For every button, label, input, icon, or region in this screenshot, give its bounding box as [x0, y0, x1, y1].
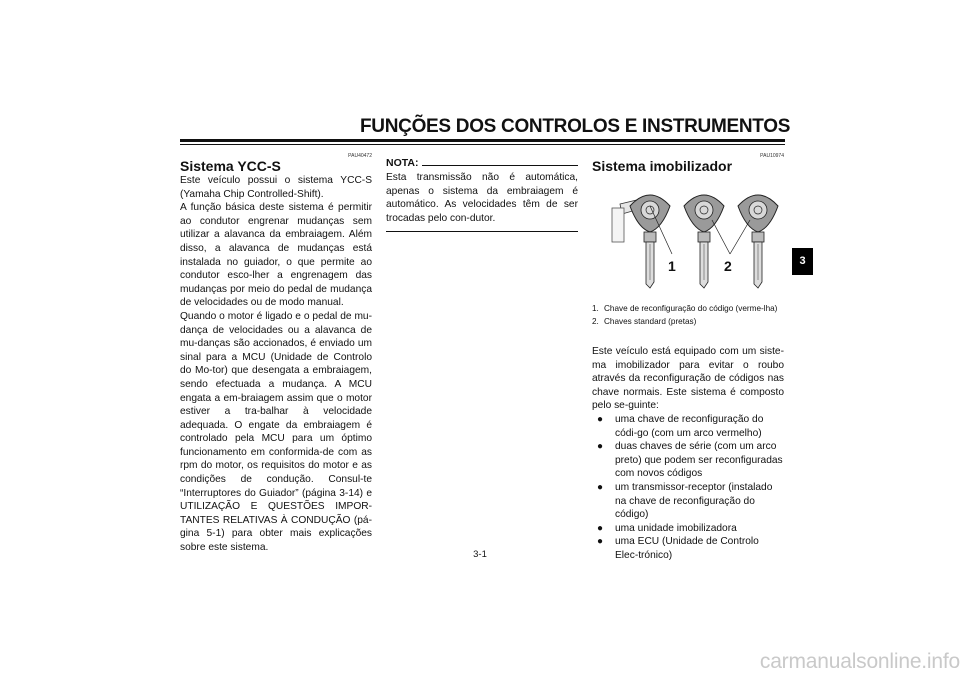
leader-line-2 [712, 220, 730, 254]
standard-key-icon [738, 195, 778, 288]
caption-text: Chaves standard (pretas) [604, 317, 697, 326]
standard-key-icon [684, 195, 724, 288]
watermark: carmanualsonline.info [759, 650, 960, 673]
bullet-icon: ● [597, 441, 604, 453]
caption-item [592, 303, 784, 314]
list-item: ● duas chaves de série (com um arco preto) que podem ser reconfiguradas com novos códigos [592, 440, 784, 481]
immobilizer-body [592, 345, 784, 563]
page-number: 3-1 [473, 549, 487, 560]
keys-illustration [600, 184, 790, 294]
list-item: ● uma chave de reconfiguração do códi-go (com um arco vermelho) [592, 413, 784, 440]
caption-text: Chave de reconfiguração do código (verme-lha) [604, 304, 778, 313]
leader-line-2 [730, 220, 750, 254]
section-code: PAU10974 [760, 153, 784, 159]
figure-captions [592, 303, 784, 327]
paragraph: Quando o motor é ligado e o pedal de mu-dança de velocidades ou a alavanca de mu-danças são accionados, é enviado um sinal para a MCU (Unidade de Controlo do Mo-tor) que desengata a embraiagem, sendo efectuada a mudança. A MCU engata a em-braiagem assim que o motor estiver a tra-balhar à velocidade adequada. O engate da embraiagem é controlado pela MCU para um óptimo funcionamento em conformida-de com as rpm do motor, os requisitos do motor e as condições de condução. Consul-te “Interruptores do Guiador” (página 3-14) e UTILIZAÇÃO E QUESTÕES IMPOR-TANTES RELATIVAS À CONDUÇÃO (pá-gina 5-1) para obter mais explicações sobre este sistema. [180, 310, 372, 554]
section-code: PAU40472 [348, 153, 372, 159]
section-title-immobilizer: Sistema imobilizador [592, 158, 733, 174]
caption-number: 1. [592, 304, 599, 313]
list-item: ● um transmissor-receptor (instalado na chave de reconfiguração do código) [592, 481, 784, 522]
paragraph: A função básica deste sistema é permitir ao condutor engrenar mudanças sem utilizar a alavanca da embraiagem. Além disso, a alavanca de mudanças está instalada no guiador, o que permite ao condutor esco-lher a engrenagem das mudanças por meio do pedal de mudança de velocidades ou de modo manual. [180, 202, 372, 309]
header-rule-thin [180, 144, 785, 145]
bullet-icon: ● [597, 522, 604, 534]
bullet-icon: ● [597, 481, 604, 493]
chapter-tab: 3 [792, 248, 813, 275]
list-item: ● uma ECU (Unidade de Controlo Elec-trónico) [592, 535, 784, 562]
reconfiguration-key-icon [630, 195, 670, 288]
key-tag-label [612, 208, 624, 242]
caption-item [592, 316, 784, 327]
note-rule-top [422, 165, 578, 166]
note-text: Esta transmissão não é automática, apenas o sistema da embraiagem é automático. As velocidades têm de ser trocadas pelo con-dutor. [386, 172, 578, 224]
note-rule-bottom [386, 231, 578, 232]
note-label: NOTA: [386, 157, 419, 169]
ycc-s-body [180, 174, 372, 555]
list-item: ● uma unidade imobilizadora [592, 522, 784, 536]
caption-number: 2. [592, 317, 599, 326]
bullet-icon: ● [597, 413, 604, 425]
immobilizer-intro: Este veículo está equipado com um siste-ma imobilizador para evitar o roubo através da reconfiguração de códigos nas chave normais. Este sistema é composto pelo se-guinte: [592, 346, 784, 412]
paragraph: Este veículo possui o sistema YCC-S (Yamaha Chip Controlled-Shift). [180, 175, 372, 200]
immobilizer-components-list [592, 413, 784, 563]
note-box [386, 157, 578, 232]
figure-label-2: 2 [724, 258, 732, 274]
section-title-ycc-s: Sistema YCC-S [180, 158, 281, 174]
bullet-icon: ● [597, 536, 604, 548]
header-rule-thick [180, 139, 785, 142]
page-title: FUNÇÕES DOS CONTROLOS E INSTRUMENTOS [360, 116, 791, 137]
figure-label-1: 1 [668, 258, 676, 274]
